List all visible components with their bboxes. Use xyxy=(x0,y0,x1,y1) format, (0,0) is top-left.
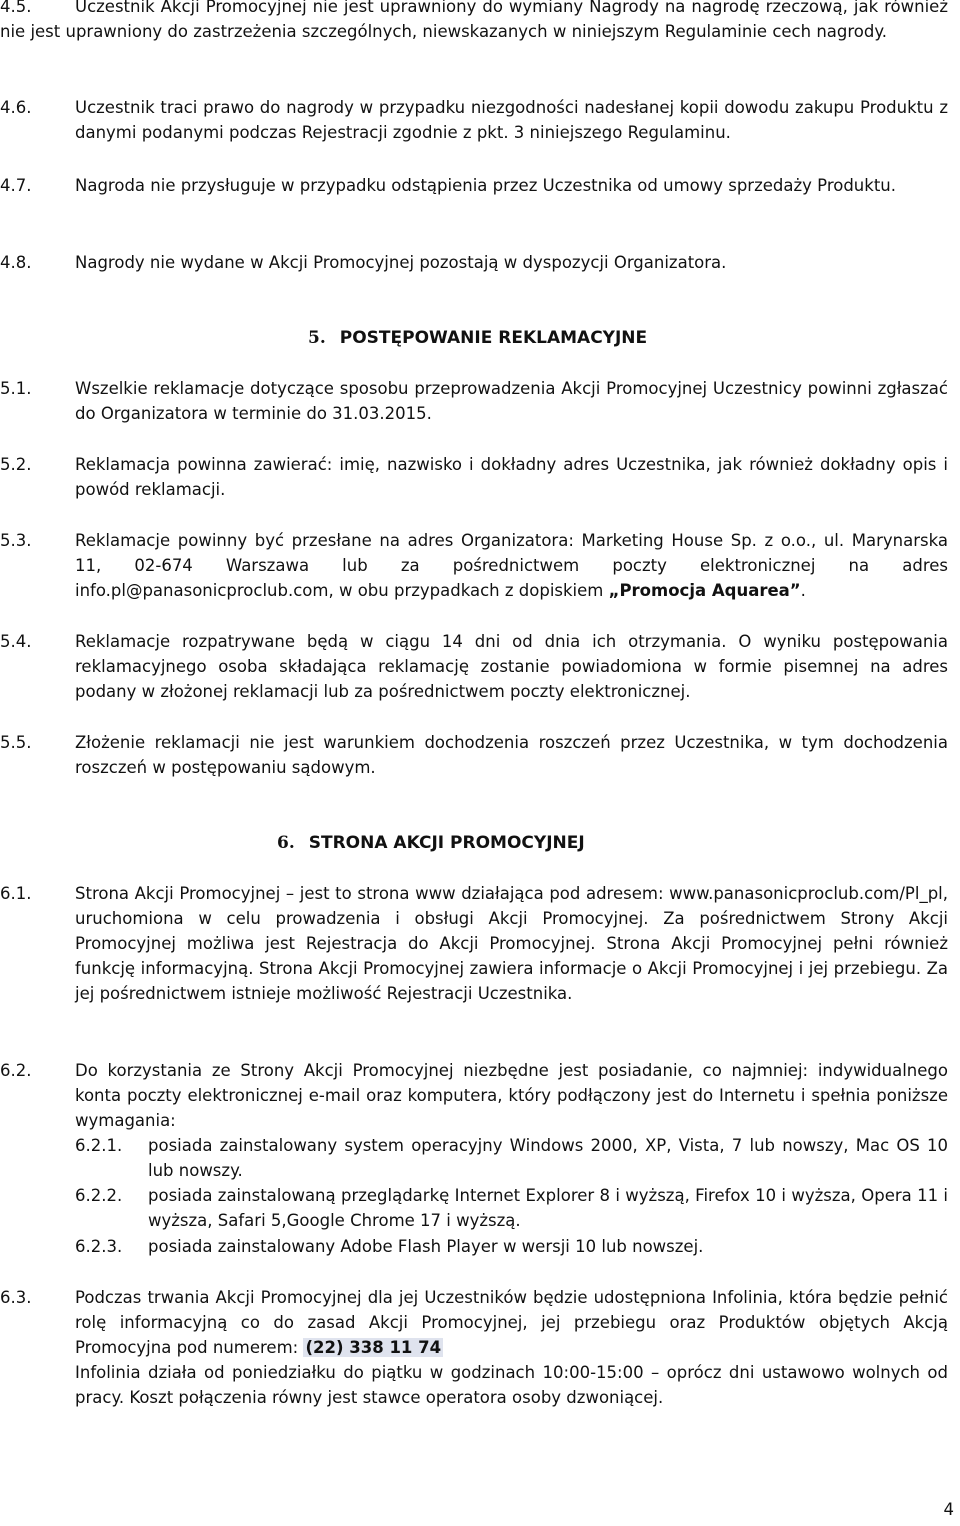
paragraph-text: Złożenie reklamacji nie jest warunkiem dochodzenia roszczeń przez Uczestnika, w tym dochodzenia roszczeń w postępowaniu sądowym. xyxy=(75,733,948,777)
paragraph-text: Reklamacje rozpatrywane będą w ciągu 14 dni od dnia ich otrzymania. O wyniku postępowania reklamacyjnego osoba składająca reklamację zostanie powiadomiona w formie pisemnej na adres podany w złożonej reklamacji lub za pośrednictwem poczty elektronicznej. xyxy=(75,632,948,701)
subparagraph-6-2-2 xyxy=(75,1183,948,1233)
paragraph-text: Wszelkie reklamacje dotyczące sposobu przeprowadzenia Akcji Promocyjnej Uczestnicy powinni zgłaszać do Organizatora w terminie do 31.03.2015. xyxy=(75,379,948,423)
paragraph-number: 5.3. xyxy=(0,531,32,550)
paragraph-4-8 xyxy=(0,250,948,275)
paragraph-number: 5.1. xyxy=(0,379,32,398)
paragraph-6-3 xyxy=(0,1285,948,1410)
paragraph-number: 5.4. xyxy=(0,632,32,651)
paragraph-text xyxy=(75,1285,948,1410)
paragraph-5-1 xyxy=(0,376,948,426)
section-number: 6. xyxy=(277,833,295,853)
paragraph-text: Reklamacja powinna zawierać: imię, nazwisko i dokładny adres Uczestnika, jak również dokładny opis i powód reklamacji. xyxy=(75,455,948,499)
paragraph-text: Strona Akcji Promocyjnej – jest to strona www działająca pod adresem: www.panasonicproclub.com/Pl_pl, uruchomiona w celu prowadzenia i obsługi Akcji Promocyjnej. Za pośrednictwem Strony Akcji Promocyjnej możliwa jest Rejestracja do Akcji Promocyjnej. Strona Akcji Promocyjnej pełni również funkcję informacyjną. Strona Akcji Promocyjnej zawiera informacje o Akcji Promocyjnej i jej przebiegu. Za jej pośrednictwem istnieje możliwość Rejestracji Uczestnika. xyxy=(75,884,948,1003)
section-title: STRONA AKCJI PROMOCYJNEJ xyxy=(308,833,585,853)
paragraph-text: Uczestnik traci prawo do nagrody w przypadku niezgodności nadesłanej kopii dowodu zakupu Produktu z danymi podanymi podczas Rejestracji zgodnie z pkt. 3 niniejszego Regulaminu. xyxy=(75,98,948,142)
paragraph-text: Do korzystania ze Strony Akcji Promocyjnej niezbędne jest posiadanie, co najmniej: indywidualnego konta poczty elektronicznej e-mail oraz komputera, który podłączony jest do Internetu i spełnia poniższe wymagania: xyxy=(75,1061,948,1130)
paragraph-text xyxy=(75,528,948,603)
subparagraph-number: 6.2.3. xyxy=(75,1237,123,1256)
infoline-phone-number: (22) 338 11 74 xyxy=(305,1338,442,1357)
subparagraph-text: posiada zainstalowany system operacyjny Windows 2000, XP, Vista, 7 lub nowszy, Mac OS 10 lub nowszy. xyxy=(148,1136,948,1180)
paragraph-4-6 xyxy=(0,95,948,145)
section-title: POSTĘPOWANIE REKLAMACYJNE xyxy=(339,328,648,348)
paragraph-text-main: Reklamacje powinny być przesłane na adres Organizatora: Marketing House Sp. z o.o., ul. Marynarska 11, 02-674 Warszawa lub za pośrednictwem poczty elektronicznej na adres info.pl@panasonicproclub.com, w obu przypadkach z dopiskiem xyxy=(75,531,948,600)
paragraph-number: 4.5. xyxy=(0,0,32,16)
paragraph-text-end: . xyxy=(800,581,806,600)
paragraph-6-1 xyxy=(0,881,948,1006)
paragraph-text: Uczestnik Akcji Promocyjnej nie jest uprawniony do wymiany Nagrody na nagrodę rzeczową, jak również nie jest uprawniony do zastrzeżenia szczególnych, niewskazanych w niniejszym Regulaminie cech nagrody. xyxy=(0,0,948,41)
paragraph-4-5 xyxy=(0,0,948,44)
subparagraph-number: 6.2.2. xyxy=(75,1186,123,1205)
paragraph-5-2 xyxy=(0,452,948,502)
section-number: 5. xyxy=(308,328,326,348)
paragraph-number: 6.3. xyxy=(0,1288,32,1307)
paragraph-5-4 xyxy=(0,629,948,704)
paragraph-6-2 xyxy=(0,1058,948,1133)
paragraph-number: 5.5. xyxy=(0,733,32,752)
paragraph-text: Nagrody nie wydane w Akcji Promocyjnej pozostają w dyspozycji Organizatora. xyxy=(75,253,727,272)
subparagraph-text: posiada zainstalowany Adobe Flash Player w wersji 10 lub nowszej. xyxy=(148,1237,704,1256)
paragraph-text: Nagroda nie przysługuje w przypadku odstąpienia przez Uczestnika od umowy sprzedaży Produktu. xyxy=(75,176,896,195)
paragraph-text-hours: Infolinia działa od poniedziałku do piątku w godzinach 10:00-15:00 – oprócz dni ustawowo wolnych od pracy. Koszt połączenia równy jest stawce operatora osoby dzwoniącej. xyxy=(75,1363,948,1407)
section-heading-5 xyxy=(308,326,647,351)
paragraph-text-main: Podczas trwania Akcji Promocyjnej dla jej Uczestników będzie udostępniona Infolinia, która będzie pełnić rolę informacyjną co do zasad Akcji Promocyjnej, jej przebiegu oraz Produktów objętych Akcją Promocyjna pod numerem: xyxy=(75,1288,948,1357)
paragraph-5-5 xyxy=(0,730,948,780)
section-heading-6 xyxy=(277,831,585,856)
paragraph-number: 5.2. xyxy=(0,455,32,474)
promo-quote: „Promocja Aquarea” xyxy=(608,581,801,600)
paragraph-number: 6.1. xyxy=(0,884,32,903)
subparagraph-text: posiada zainstalowaną przeglądarkę Internet Explorer 8 i wyższą, Firefox 10 i wyższa, Opera 11 i wyższa, Safari 5,Google Chrome 17 i wyższą. xyxy=(148,1186,948,1230)
paragraph-number: 4.8. xyxy=(0,253,32,272)
paragraph-number: 4.7. xyxy=(0,176,32,195)
paragraph-number: 6.2. xyxy=(0,1061,32,1080)
subparagraph-6-2-3 xyxy=(75,1234,948,1259)
subparagraph-6-2-1 xyxy=(75,1133,948,1183)
page-number: 4 xyxy=(943,1500,954,1519)
subparagraph-number: 6.2.1. xyxy=(75,1136,123,1155)
paragraph-4-7 xyxy=(0,173,948,198)
paragraph-5-3 xyxy=(0,528,948,603)
paragraph-number: 4.6. xyxy=(0,98,32,117)
